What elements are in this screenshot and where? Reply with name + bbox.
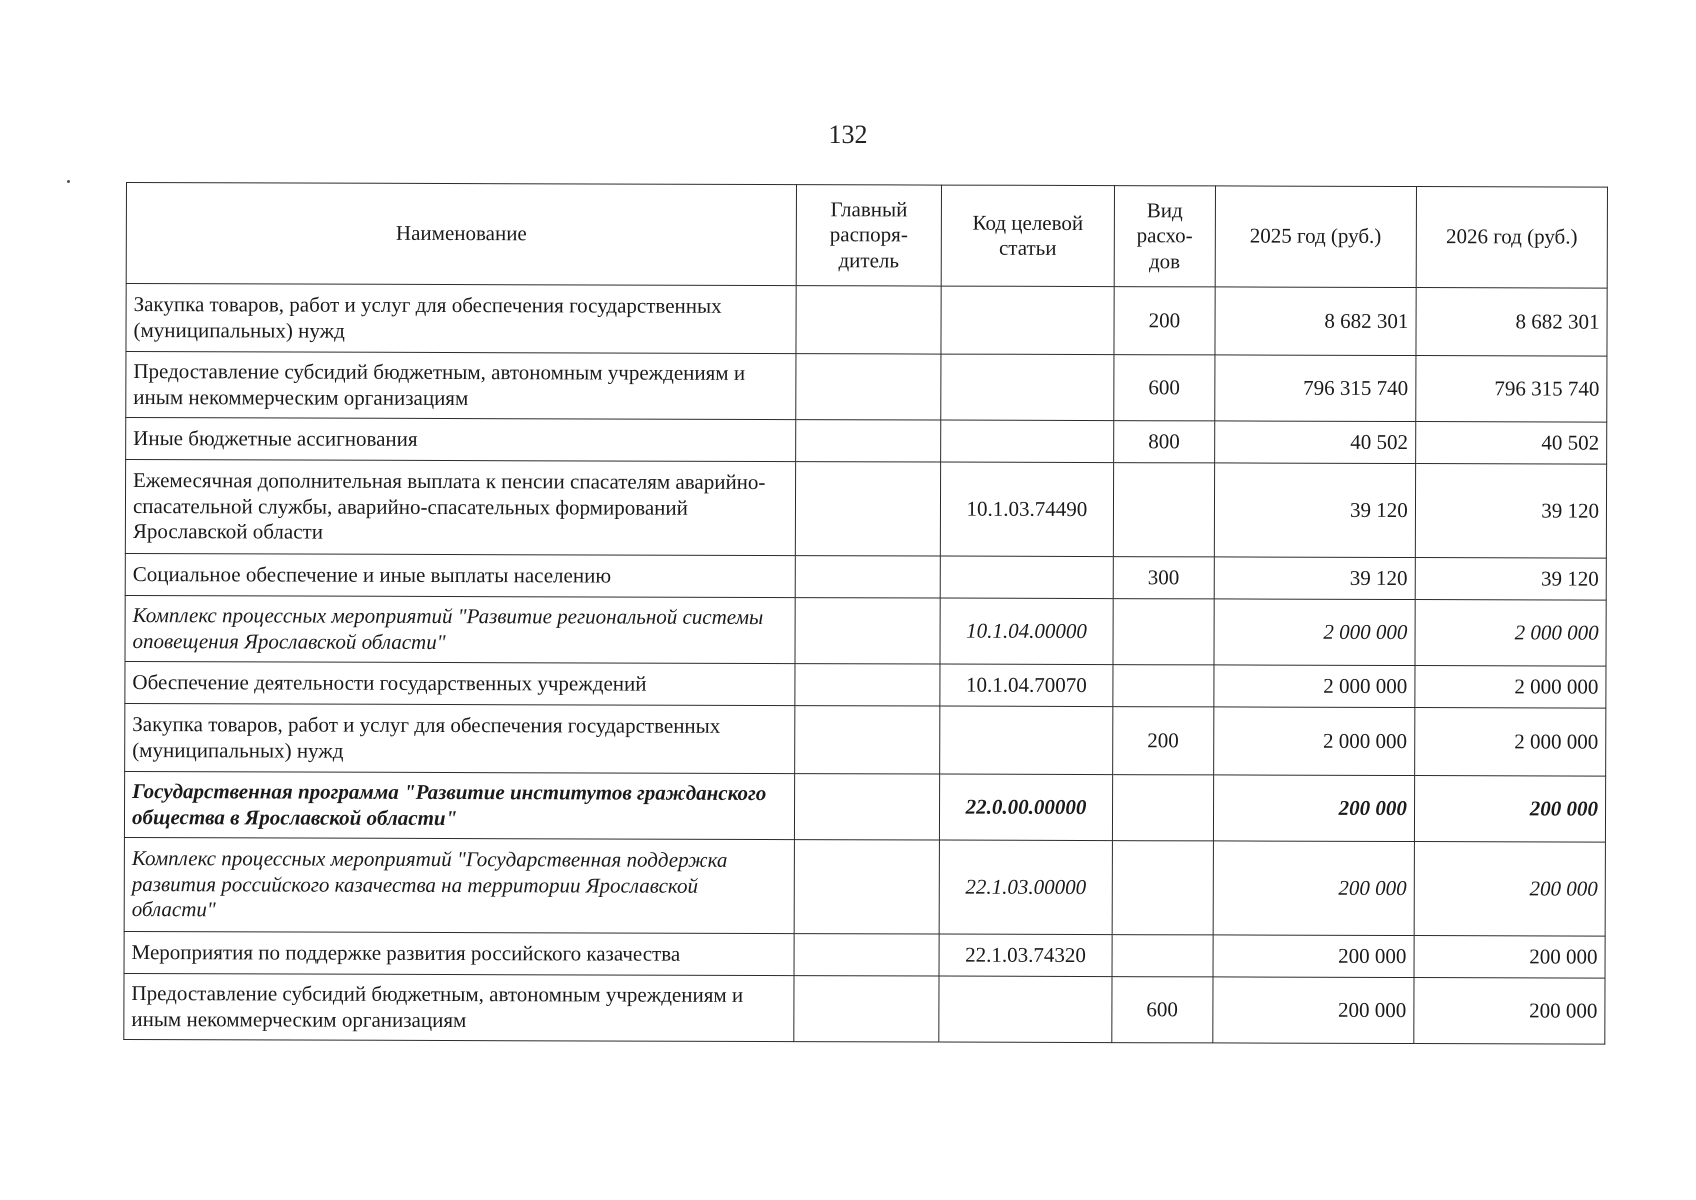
row-amount-2026-cell: 796 315 740 <box>1416 356 1607 423</box>
scan-speck <box>67 180 70 183</box>
row-expense-type-cell: 600 <box>1112 977 1213 1043</box>
row-target-code-cell: 10.1.04.70070 <box>940 664 1113 707</box>
row-main-manager-cell <box>796 420 941 462</box>
row-target-code-cell <box>941 286 1114 355</box>
table-row <box>126 284 1607 357</box>
table-row <box>126 352 1607 423</box>
row-amount-2025-cell: 2 000 000 <box>1214 599 1415 666</box>
row-name-cell: Комплекс процессных мероприятий "Государственная поддержка развития российского казачества на территории Ярославской области" <box>124 837 794 933</box>
header-expense-type: Вид расхо-дов <box>1114 186 1215 287</box>
row-expense-type-cell <box>1112 841 1213 935</box>
row-amount-2025-cell: 200 000 <box>1213 841 1415 936</box>
row-main-manager-cell <box>795 462 940 556</box>
row-name-cell: Закупка товаров, работ и услуг для обеспечения государственных (муниципальных) нужд <box>126 284 796 354</box>
row-amount-2026-cell: 39 120 <box>1415 558 1606 601</box>
row-name-cell: Государственная программа "Развитие институтов гражданского общества в Ярославской области" <box>124 771 794 839</box>
row-amount-2026-cell: 2 000 000 <box>1415 666 1606 709</box>
row-amount-2025-cell: 200 000 <box>1213 935 1414 978</box>
row-amount-2026-cell: 40 502 <box>1415 422 1606 465</box>
row-expense-type-cell <box>1112 775 1213 841</box>
row-expense-type-cell: 300 <box>1113 557 1214 599</box>
table-row <box>125 553 1606 600</box>
row-amount-2026-cell: 2 000 000 <box>1415 600 1606 667</box>
row-main-manager-cell <box>795 556 940 598</box>
row-target-code-cell: 22.1.03.00000 <box>939 840 1112 935</box>
row-target-code-cell <box>940 556 1113 599</box>
row-amount-2025-cell: 200 000 <box>1212 977 1413 1044</box>
row-target-code-cell <box>939 976 1112 1043</box>
table-header-row <box>126 183 1607 289</box>
table-row <box>125 703 1606 776</box>
row-amount-2026-cell: 200 000 <box>1414 776 1605 843</box>
row-amount-2025-cell: 40 502 <box>1214 421 1415 464</box>
row-amount-2025-cell: 39 120 <box>1214 557 1415 600</box>
row-target-code-cell: 10.1.04.00000 <box>940 598 1113 665</box>
row-amount-2026-cell: 8 682 301 <box>1416 288 1607 357</box>
row-expense-type-cell: 600 <box>1114 355 1215 421</box>
table-row <box>125 595 1606 666</box>
row-expense-type-cell: 800 <box>1114 421 1215 463</box>
header-main-manager: Главный распоря-дитель <box>796 185 941 286</box>
header-target-code: Код целевой статьи <box>941 185 1114 287</box>
row-amount-2025-cell: 39 120 <box>1214 463 1416 558</box>
row-target-code-cell <box>940 706 1113 775</box>
row-amount-2025-cell: 200 000 <box>1213 775 1414 842</box>
row-main-manager-cell <box>794 840 939 934</box>
row-target-code-cell <box>941 420 1114 463</box>
row-amount-2026-cell: 2 000 000 <box>1414 708 1605 777</box>
table-row <box>124 973 1605 1044</box>
row-amount-2025-cell: 796 315 740 <box>1214 355 1415 422</box>
header-year-2025: 2025 год (руб.) <box>1215 186 1417 288</box>
row-expense-type-cell <box>1113 599 1214 665</box>
row-name-cell: Иные бюджетные ассигнования <box>126 418 796 462</box>
row-name-cell: Закупка товаров, работ и услуг для обеспечения государственных (муниципальных) нужд <box>125 703 795 773</box>
row-main-manager-cell <box>794 774 939 840</box>
row-target-code-cell: 22.1.03.74320 <box>939 934 1112 977</box>
row-amount-2025-cell: 8 682 301 <box>1215 287 1416 356</box>
row-name-cell: Мероприятия по поддержке развития российского казачества <box>124 931 794 975</box>
row-name-cell: Обеспечение деятельности государственных учреждений <box>125 661 795 705</box>
row-name-cell: Предоставление субсидий бюджетным, автономным учреждениям и иным некоммерческим организациям <box>124 973 794 1041</box>
row-main-manager-cell <box>796 354 941 420</box>
table-row <box>126 418 1607 465</box>
row-amount-2026-cell: 200 000 <box>1414 978 1605 1045</box>
row-target-code-cell: 10.1.03.74490 <box>940 462 1113 557</box>
row-amount-2025-cell: 2 000 000 <box>1213 707 1414 776</box>
row-amount-2025-cell: 2 000 000 <box>1213 665 1414 708</box>
budget-table <box>123 182 1608 1045</box>
row-expense-type-cell <box>1113 463 1214 557</box>
row-expense-type-cell: 200 <box>1113 707 1214 775</box>
page-number: 132 <box>828 120 868 149</box>
row-main-manager-cell <box>794 976 939 1042</box>
row-expense-type-cell: 200 <box>1114 287 1215 355</box>
header-year-2026: 2026 год (руб.) <box>1416 187 1608 289</box>
row-amount-2026-cell: 200 000 <box>1414 842 1605 937</box>
row-name-cell: Социальное обеспечение и иные выплаты населению <box>125 553 795 597</box>
table-row <box>124 837 1605 936</box>
row-name-cell: Ежемесячная дополнительная выплата к пенсии спасателям аварийно-спасательной службы, аварийно-спасательных формирований Ярославской области <box>125 460 795 556</box>
row-main-manager-cell <box>795 664 940 706</box>
row-main-manager-cell <box>795 598 940 664</box>
row-expense-type-cell <box>1112 935 1213 977</box>
row-name-cell: Комплекс процессных мероприятий "Развитие региональной системы оповещения Ярославской области" <box>125 595 795 663</box>
row-amount-2026-cell: 39 120 <box>1415 464 1606 559</box>
row-amount-2026-cell: 200 000 <box>1414 936 1605 979</box>
row-target-code-cell: 22.0.00.00000 <box>939 774 1112 841</box>
row-main-manager-cell <box>795 706 940 774</box>
table-row <box>125 460 1606 559</box>
row-expense-type-cell <box>1113 665 1214 707</box>
header-name: Наименование <box>126 183 796 286</box>
row-name-cell: Предоставление субсидий бюджетным, автономным учреждениям и иным некоммерческим организациям <box>126 352 796 420</box>
table-row <box>124 931 1605 978</box>
row-target-code-cell <box>941 354 1114 421</box>
row-main-manager-cell <box>796 286 941 354</box>
row-main-manager-cell <box>794 934 939 976</box>
table-row <box>124 771 1605 842</box>
table-row <box>125 661 1606 708</box>
